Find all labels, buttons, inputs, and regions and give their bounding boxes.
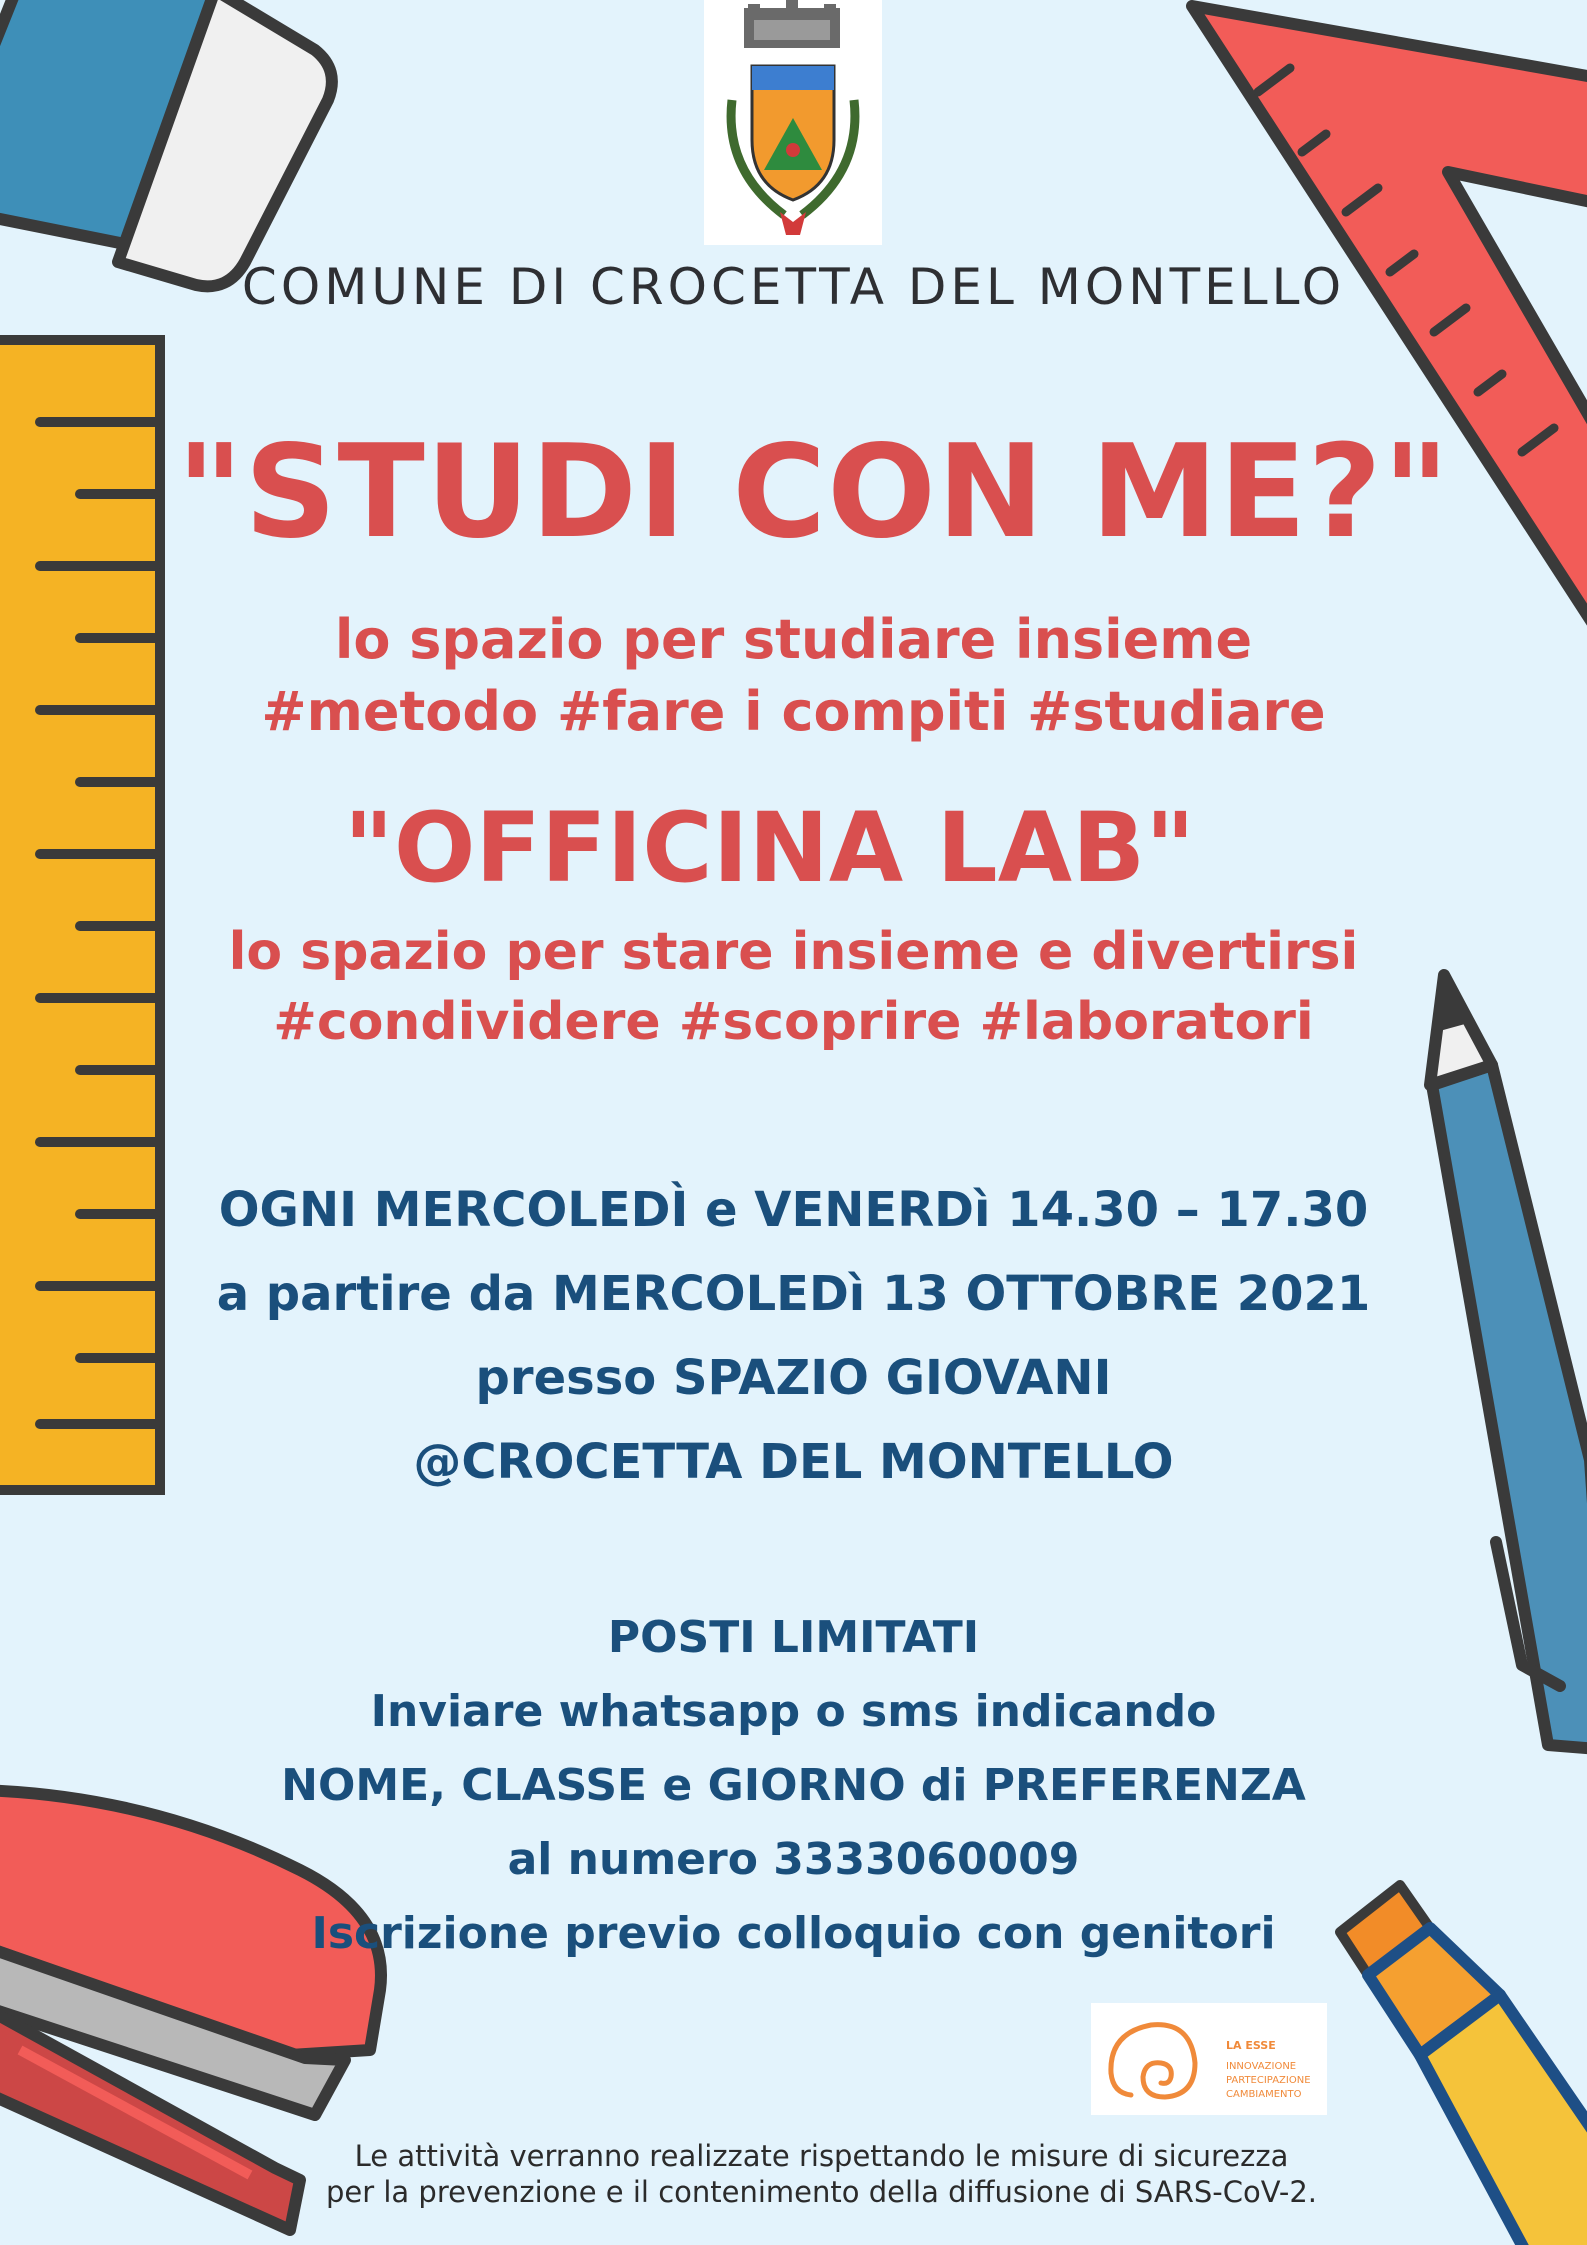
limited-places: POSTI LIMITATI [607, 1612, 980, 1663]
schedule-place: presso SPAZIO GIOVANI [475, 1350, 1112, 1406]
safety-note-line-2: per la prevenzione e il contenimento della diffusione di SARS-CoV-2. [325, 2175, 1317, 2209]
hashtags-study: #metodo #fare i compiti #studiare [261, 680, 1326, 743]
registration-phone: al numero 3333060009 [507, 1834, 1080, 1885]
schedule-town: @CROCETTA DEL MONTELLO [413, 1434, 1174, 1490]
registration-interview: Iscrizione previo colloquio con genitori [311, 1908, 1276, 1959]
partner-line-3: CAMBIAMENTO [1226, 2089, 1302, 2100]
schedule-start-date: a partire da MERCOLEDì 13 OTTOBRE 2021 [216, 1266, 1371, 1322]
eraser-icon [0, 0, 332, 286]
schedule-days-time: OGNI MERCOLEDÌ e VENERDì 14.30 – 17.30 [218, 1182, 1369, 1238]
partner-line-1: INNOVAZIONE [1226, 2061, 1297, 2072]
safety-note-line-1: Le attività verranno realizzate rispettando le misure di sicurezza [354, 2139, 1289, 2173]
registration-instructions: Inviare whatsapp o sms indicando [370, 1686, 1217, 1737]
partner-line-2: PARTECIPAZIONE [1226, 2075, 1311, 2086]
partner-name: LA ESSE [1226, 2039, 1276, 2052]
hashtags-lab: #condividere #scoprire #laboratori [273, 992, 1314, 1052]
title-officina-lab: "OFFICINA LAB" [343, 792, 1196, 904]
subtitle-study-space: lo spazio per studiare insieme [334, 608, 1253, 671]
la-esse-swirl-icon [1091, 2003, 1221, 2115]
registration-fields: NOME, CLASSE e GIORNO di PREFERENZA [281, 1760, 1306, 1811]
title-studi-con-me: "STUDI CON ME?" [176, 418, 1451, 567]
partner-logo [1091, 2003, 1327, 2115]
coat-of-arms-icon [704, 0, 882, 245]
subtitle-fun-space: lo spazio per stare insieme e divertirsi [228, 922, 1359, 982]
municipality-name: COMUNE DI CROCETTA DEL MONTELLO [241, 258, 1346, 316]
